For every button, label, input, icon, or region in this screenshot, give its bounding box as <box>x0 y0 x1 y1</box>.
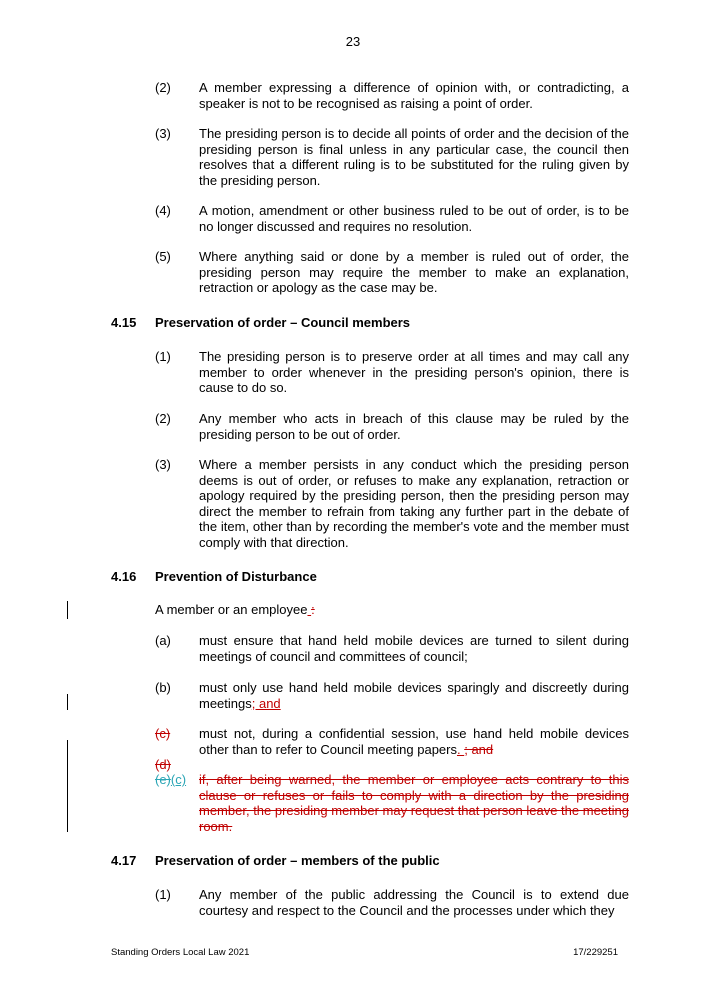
clause-text: Any member who acts in breach of this clause may be ruled by the presiding person to be out of order. <box>199 411 629 442</box>
clause-number: (3) <box>155 457 171 472</box>
clause-number: (2) <box>155 411 171 426</box>
item-text: must only use hand held mobile devices sparingly and discreetly during meetings; and <box>199 680 629 711</box>
section-number: 4.17 <box>111 853 137 868</box>
inserted-text: . <box>456 741 465 757</box>
clause-text: Where anything said or done by a member is ruled out of order, the presiding person may require the member to make an explanation, retraction or apology as the case may be. <box>199 249 629 295</box>
change-bar <box>67 601 68 619</box>
clause-number: (5) <box>155 249 171 264</box>
inserted-text: ; and <box>251 695 281 711</box>
clause-number: (1) <box>155 349 171 364</box>
item-label-deleted: (c) <box>155 726 171 741</box>
item-text-deleted: if, after being warned, the member or employee acts contrary to this clause or refuses or fails to comply with a direction by the presiding member, the presiding member may request that person leave the meeting room. <box>199 772 629 834</box>
footer-document-title: Standing Orders Local Law 2021 <box>111 947 250 958</box>
clause-text: A motion, amendment or other business ruled to be out of order, is to be no longer discussed and requires no resolution. <box>199 203 629 234</box>
item-label: (b) <box>155 680 171 695</box>
item-text: must ensure that hand held mobile devices are turned to silent during meetings of council and committees of council; <box>199 633 629 664</box>
section-number: 4.16 <box>111 569 137 584</box>
clause-number: (1) <box>155 887 171 902</box>
footer-document-reference: 17/229251 <box>573 947 618 958</box>
clause-text: A member expressing a difference of opinion with, or contradicting, a speaker is not to be recognised as raising a point of order. <box>199 80 629 111</box>
item-label: (a) <box>155 633 171 648</box>
item-text: must not, during a confidential session, use hand held mobile devices other than to refer to Council meeting papers. ; and <box>199 726 629 757</box>
section-title: Prevention of Disturbance <box>155 569 317 584</box>
change-bar <box>67 694 68 710</box>
lead-text: A member or an employee : <box>155 602 315 617</box>
clause-number: (3) <box>155 126 171 141</box>
item-label-deleted: (d) <box>155 757 171 772</box>
section-number: 4.15 <box>111 315 137 330</box>
item-label-moved: (e)(c) <box>155 772 187 787</box>
clause-text: The presiding person is to preserve order at all times and may call any member to order whenever in the presiding person's opinion, there is cause to do so. <box>199 349 629 395</box>
section-title: Preservation of order – members of the public <box>155 853 440 868</box>
clause-number: (4) <box>155 203 171 218</box>
deleted-text: ; and <box>464 741 494 757</box>
clause-text: Where a member persists in any conduct which the presiding person deems is out of order, or refuses to make any explanation, retraction or apology required by the presiding person, then the presiding person may direct the member to refrain from taking any further part in the debate of the item, other than by recording the member's vote and the member must comply with that direction. <box>199 457 629 550</box>
clause-number: (2) <box>155 80 171 95</box>
deleted-text: : <box>311 602 315 617</box>
section-title: Preservation of order – Council members <box>155 315 411 330</box>
change-bar <box>67 740 68 832</box>
page-number: 23 <box>345 34 361 49</box>
clause-text: The presiding person is to decide all points of order and the decision of the presiding person is final unless in any particular case, the council then resolves that a different ruling is to be substituted for the ruling given by the presiding person. <box>199 126 629 188</box>
clause-text: Any member of the public addressing the Council is to extend due courtesy and respect to the Council and the processes under which they <box>199 887 629 918</box>
